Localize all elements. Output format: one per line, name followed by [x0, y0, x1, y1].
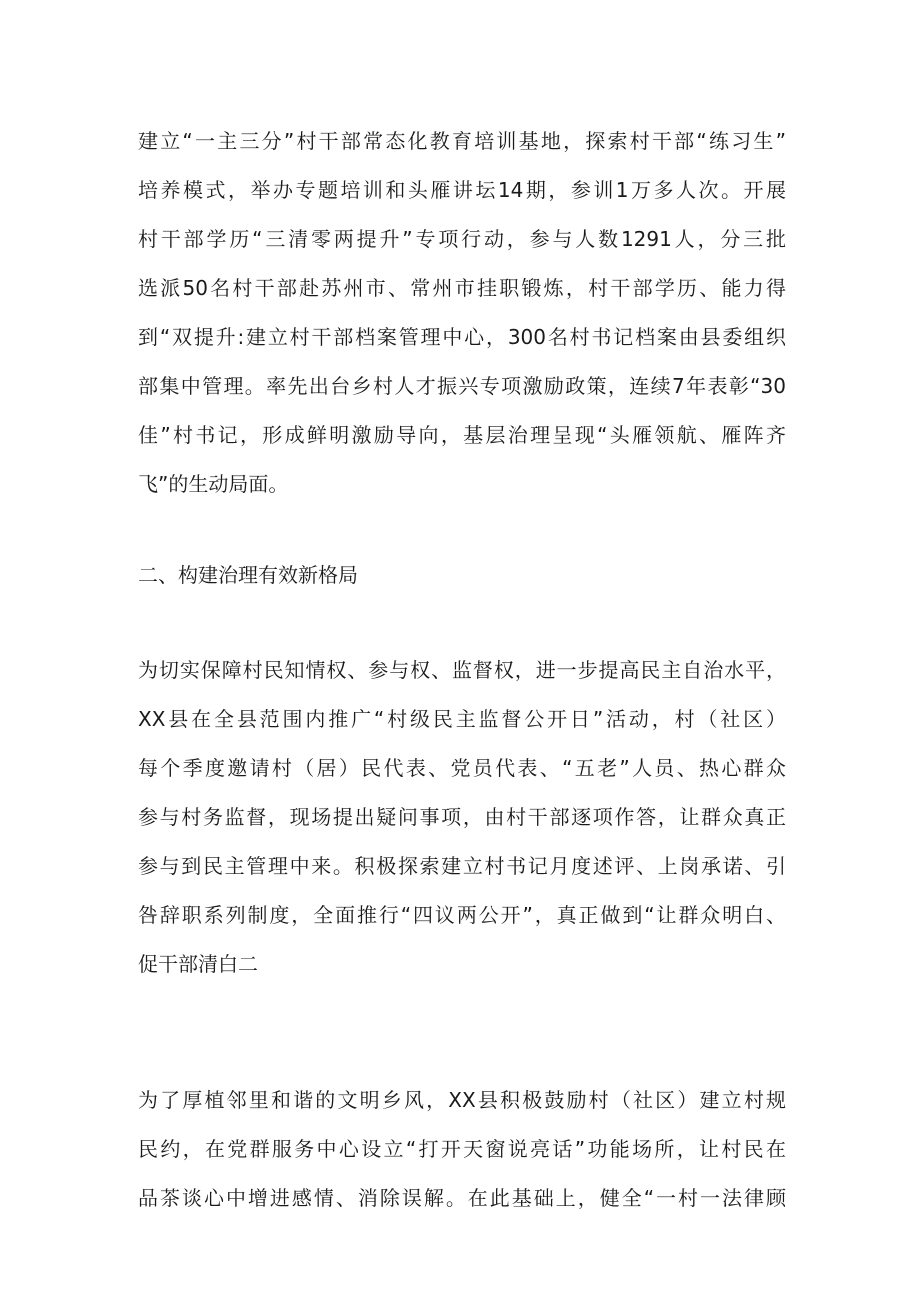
text-line: 品茶谈心中增进感情、消除误解。在此基础上，健全“一村一法律顾: [138, 1186, 786, 1210]
text-line: 促干部清白二: [138, 952, 258, 976]
text-line: 为切实保障村民知情权、参与权、监督权，进一步提高民主自治水平，: [138, 658, 786, 682]
text-line: 选派50名村干部赴苏州市、常州市挂职锻炼，村干部学历、能力得: [138, 276, 786, 300]
text-line: 部集中管理。率先出台乡村人才振兴专项激励政策，连续7年表彰“30: [138, 374, 786, 398]
section-heading: 二、构建治理有效新格局: [138, 563, 358, 587]
text-line: 每个季度邀请村（居）民代表、党员代表、“五老”人员、热心群众: [138, 756, 786, 780]
text-line: 佳”村书记，形成鲜明激励导向，基层治理呈现“头雁领航、雁阵齐: [138, 423, 786, 447]
text-line: 参与村务监督，现场提出疑问事项，由村干部逐项作答，让群众真正: [138, 805, 786, 829]
text-line: 建立“一主三分”村干部常态化教育培训基地，探索村干部“练习生”: [138, 129, 786, 153]
text-line: 参与到民主管理中来。积极探索建立村书记月度述评、上岗承诺、引: [138, 854, 786, 878]
text-line: 培养模式，举办专题培训和头雁讲坛14期，参训1万多人次。开展: [138, 178, 786, 202]
text-line: 村干部学历“三清零两提升”专项行动，参与人数1291人，分三批: [138, 227, 786, 251]
text-line: XX县在全县范围内推广“村级民主监督公开日”活动，村（社区）: [138, 707, 786, 731]
paragraph-1: [138, 129, 786, 521]
text-line: 咎辞职系列制度，全面推行“四议两公开”，真正做到“让群众明白、: [138, 903, 786, 927]
text-line: 民约，在党群服务中心设立“打开天窗说亮话”功能场所，让村民在: [138, 1137, 786, 1161]
paragraph-2: [138, 658, 786, 1001]
text-line: 到“双提升:建立村干部档案管理中心，300名村书记档案由县委组织: [138, 325, 786, 349]
paragraph-3: [138, 1088, 786, 1235]
text-line: 飞”的生动局面。: [138, 472, 289, 496]
text-line: 为了厚植邻里和谐的文明乡风，XX县积极鼓励村（社区）建立村规: [138, 1088, 786, 1112]
